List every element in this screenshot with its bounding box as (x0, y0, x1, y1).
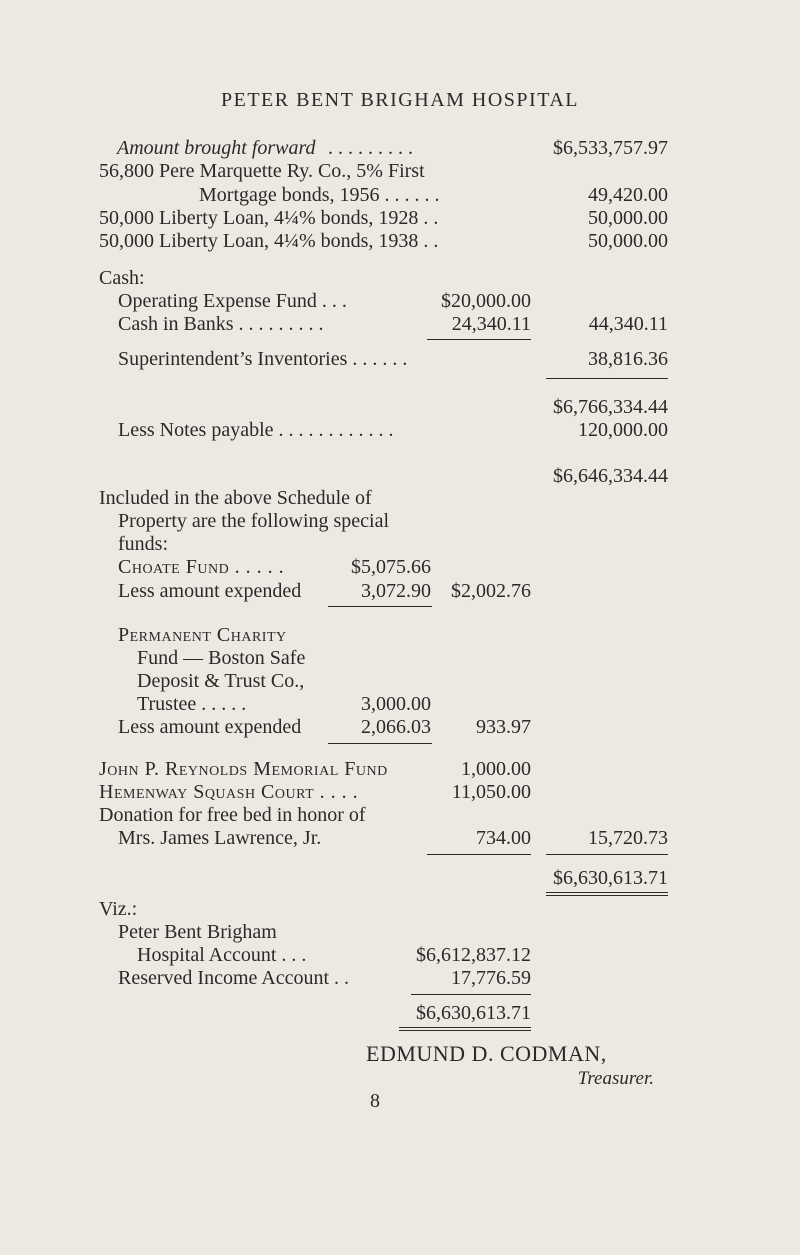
cash-in-banks: Cash in Banks . . . . . . . . . (118, 313, 324, 335)
brought-forward-amount: $6,533,757.97 (553, 137, 668, 159)
liberty-loan-1938: 50,000 Liberty Loan, 4¼% bonds, 1938 . . (99, 230, 439, 252)
pere-marquette-amount: 49,420.00 (588, 184, 668, 206)
permanent-charity-line-1: Permanent Charity (118, 624, 287, 646)
viz-rule (411, 994, 531, 995)
donation-line-1: Donation for free bed in honor of (99, 804, 366, 826)
operating-expense-amount: $20,000.00 (441, 290, 531, 312)
brought-forward-label: Amount brought forward (117, 137, 316, 159)
hospital-account-amount: $6,612,837.12 (416, 944, 531, 966)
choate-fund-amount: $5,075.66 (351, 556, 431, 578)
special-rule-1 (427, 854, 531, 855)
choate-rule (328, 606, 432, 607)
liberty-loan-1938-amount: 50,000.00 (588, 230, 668, 252)
donation-line-2: Mrs. James Lawrence, Jr. (118, 827, 322, 849)
cash-total: 44,340.11 (588, 313, 668, 335)
treasurer-title: Treasurer. (577, 1068, 654, 1089)
treasurer-name: EDMUND D. CODMAN, (366, 1041, 607, 1066)
superintendents-inventories: Superintendent’s Inventories . . . . . . (118, 348, 408, 370)
brought-forward-dots: . . . . . . . . . (328, 137, 413, 159)
choate-fund: Choate Fund . . . . . (118, 556, 285, 578)
page-header: PETER BENT BRIGHAM HOSPITAL (221, 89, 579, 111)
included-text-3: funds: (118, 533, 168, 555)
reynolds-memorial-fund: John P. Reynolds Memorial Fund (99, 758, 388, 780)
page-number: 8 (370, 1090, 380, 1112)
cash-rule (427, 339, 531, 340)
final-total: $6,630,613.71 (553, 867, 668, 889)
viz-double-rule-bottom (399, 1030, 531, 1031)
subtotal-amount: $6,766,334.44 (553, 396, 668, 418)
choate-less-expended: Less amount expended (118, 580, 302, 602)
subtotal-rule (546, 378, 668, 379)
peter-bent-brigham-line-2: Hospital Account . . . (137, 944, 307, 966)
cash-in-banks-amount: 24,340.11 (451, 313, 531, 335)
permanent-less-amount: 2,066.03 (361, 716, 431, 738)
hemenway-squash-court: Hemenway Squash Court . . . . (99, 781, 359, 803)
permanent-net-amount: 933.97 (476, 716, 531, 738)
inventories-amount: 38,816.36 (588, 348, 668, 370)
permanent-less-expended: Less amount expended (118, 716, 302, 738)
viz-double-rule-top (399, 1027, 531, 1028)
pere-marquette-line-2: Mortgage bonds, 1956 . . . . . . (199, 184, 440, 206)
reserved-income-account: Reserved Income Account . . (118, 967, 350, 989)
permanent-charity-line-3: Deposit & Trust Co., (137, 670, 305, 692)
included-text-1: Included in the above Schedule of (99, 487, 372, 509)
permanent-charity-line-4: Trustee . . . . . (137, 693, 247, 715)
viz-total: $6,630,613.71 (416, 1002, 531, 1024)
hemenway-amount: 11,050.00 (451, 781, 531, 803)
liberty-loan-1928: 50,000 Liberty Loan, 4¼% bonds, 1928 . . (99, 207, 439, 229)
choate-less-amount: 3,072.90 (361, 580, 431, 602)
pere-marquette-line-1: 56,800 Pere Marquette Ry. Co., 5% First (99, 160, 425, 182)
special-funds-total: 15,720.73 (588, 827, 668, 849)
peter-bent-brigham-line-1: Peter Bent Brigham (118, 921, 277, 943)
liberty-loan-1928-amount: 50,000.00 (588, 207, 668, 229)
included-text-2: Property are the following special (118, 510, 390, 532)
notes-payable-amount: 120,000.00 (578, 419, 668, 441)
less-notes-payable: Less Notes payable . . . . . . . . . . . . (118, 419, 394, 441)
operating-expense-fund: Operating Expense Fund . . . (118, 290, 347, 312)
reserved-income-amount: 17,776.59 (451, 967, 531, 989)
final-double-rule-top (546, 892, 668, 893)
special-rule-2 (546, 854, 668, 855)
viz-label: Viz.: (99, 898, 138, 920)
net-total-amount: $6,646,334.44 (553, 465, 668, 487)
reynolds-amount: 1,000.00 (461, 758, 531, 780)
choate-net-amount: $2,002.76 (451, 580, 531, 602)
cash-heading: Cash: (99, 267, 145, 289)
final-double-rule-bottom (546, 895, 668, 896)
permanent-rule (328, 743, 432, 744)
permanent-charity-line-2: Fund — Boston Safe (137, 647, 306, 669)
donation-amount: 734.00 (476, 827, 531, 849)
permanent-charity-amount: 3,000.00 (361, 693, 431, 715)
